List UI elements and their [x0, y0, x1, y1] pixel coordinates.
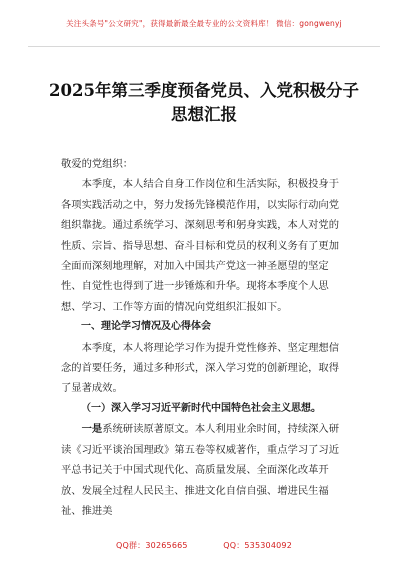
- title-line-2: 思想汇报: [171, 105, 237, 124]
- paragraph-lead: 一是: [81, 423, 103, 436]
- document-body: [61, 154, 349, 521]
- salutation: 敬爱的党组织：: [61, 158, 134, 170]
- document-title: [40, 79, 368, 127]
- subsection-heading-1: （一）深入学习习近平新时代中国特色社会主义思想。: [81, 402, 321, 414]
- paragraph-study: 本季度，本人将理论学习作为提升党性修养、坚定理想信念的首要任务，通过多种形式，深入学习党的创新理论，取得了显著成效。: [61, 341, 340, 395]
- paragraph-reading: [61, 419, 349, 521]
- section-heading-1: 一、理论学习情况及心得体会: [81, 321, 211, 333]
- header-divider: [28, 46, 380, 47]
- paragraph-reading-text: 系统研读原著原文。本人利用业余时间，持续深入研读《习近平谈治国理政》第五卷等权威著作，重点学习了习近平总书记关于中国式现代化、高质量发展、全面深化改革开放、发展全过程人民民主、推进文化自信自强、增进民生福祉、推进美: [61, 423, 340, 517]
- title-line-1: 2025年第三季度预备党员、入党积极分子: [49, 81, 359, 100]
- header-promo: 关注头条号"公文研究"，获得最新最全最专业的公文资料库！ 微信：gongwenyj: [66, 19, 342, 28]
- footer-qq-group: QQ群：30265665: [115, 541, 188, 550]
- footer-qq: QQ：535304092: [223, 541, 293, 550]
- footer-contact: [0, 540, 408, 551]
- paragraph-intro: 本季度，本人结合自身工作岗位和生活实际，积极投身于各项实践活动之中，努力发扬先锋模范作用，以实际行动向党组织靠拢。通过系统学习、深刻思考和躬身实践，本人对党的性质、宗旨、指导思想、奋斗目标和党员的权利义务有了更加全面而深刻地理解，对加入中国共产党这一神圣愿望的坚定性、自觉性也得到了进一步锤炼和升华。现将本季度个人思想、学习、工作等方面的情况向党组织汇报如下。: [61, 178, 340, 313]
